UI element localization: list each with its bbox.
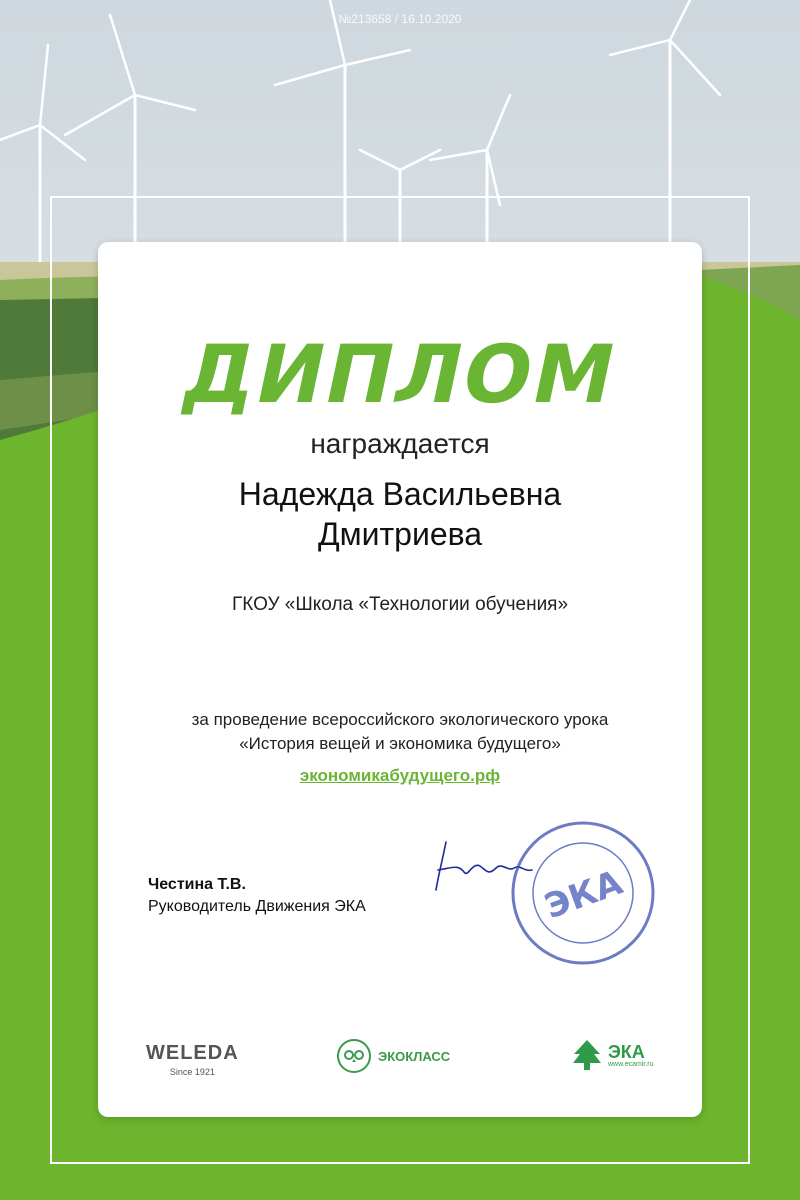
- award-reason: [98, 708, 702, 756]
- serial-number: №213658 / 16.10.2020: [338, 12, 462, 26]
- official-stamp: [508, 818, 658, 968]
- signer-name: Честина Т.В.: [148, 876, 246, 893]
- reason-line-2: «История вещей и экономика будущего»: [239, 734, 561, 753]
- owl-icon: [336, 1038, 372, 1074]
- recipient-name: [98, 474, 702, 554]
- awarded-text: награждается: [310, 428, 490, 459]
- weleda-name: WELEDA: [146, 1042, 239, 1064]
- organization: ГКОУ «Школа «Технологии обучения»: [231, 594, 569, 615]
- partner-logos: [98, 1032, 702, 1092]
- svg-text:ЭКА: ЭКА: [539, 862, 628, 928]
- eka-logo: [570, 1038, 654, 1072]
- ekoklass-name: ЭКОКЛАСС: [378, 1048, 451, 1064]
- signer-role: Руководитель Движения ЭКА: [148, 898, 366, 915]
- weleda-logo: [146, 1042, 239, 1077]
- diploma-title: ДИПЛОМ: [174, 328, 626, 421]
- ekoklass-logo: [336, 1038, 450, 1074]
- weleda-since: Since 1921: [169, 1067, 215, 1077]
- eka-name: ЭКА: [608, 1041, 645, 1062]
- tree-icon: [570, 1038, 604, 1072]
- signer-block: [148, 874, 366, 918]
- eka-url: www.ecamir.ru: [608, 1060, 654, 1068]
- diploma-card: [98, 242, 702, 1117]
- recipient-first-names: Надежда Васильевна: [238, 476, 562, 512]
- reason-line-1: за проведение всероссийского экологического урока: [191, 710, 609, 729]
- recipient-surname: Дмитриева: [317, 516, 483, 552]
- website-link[interactable]: экономикабудущего.рф: [299, 766, 501, 785]
